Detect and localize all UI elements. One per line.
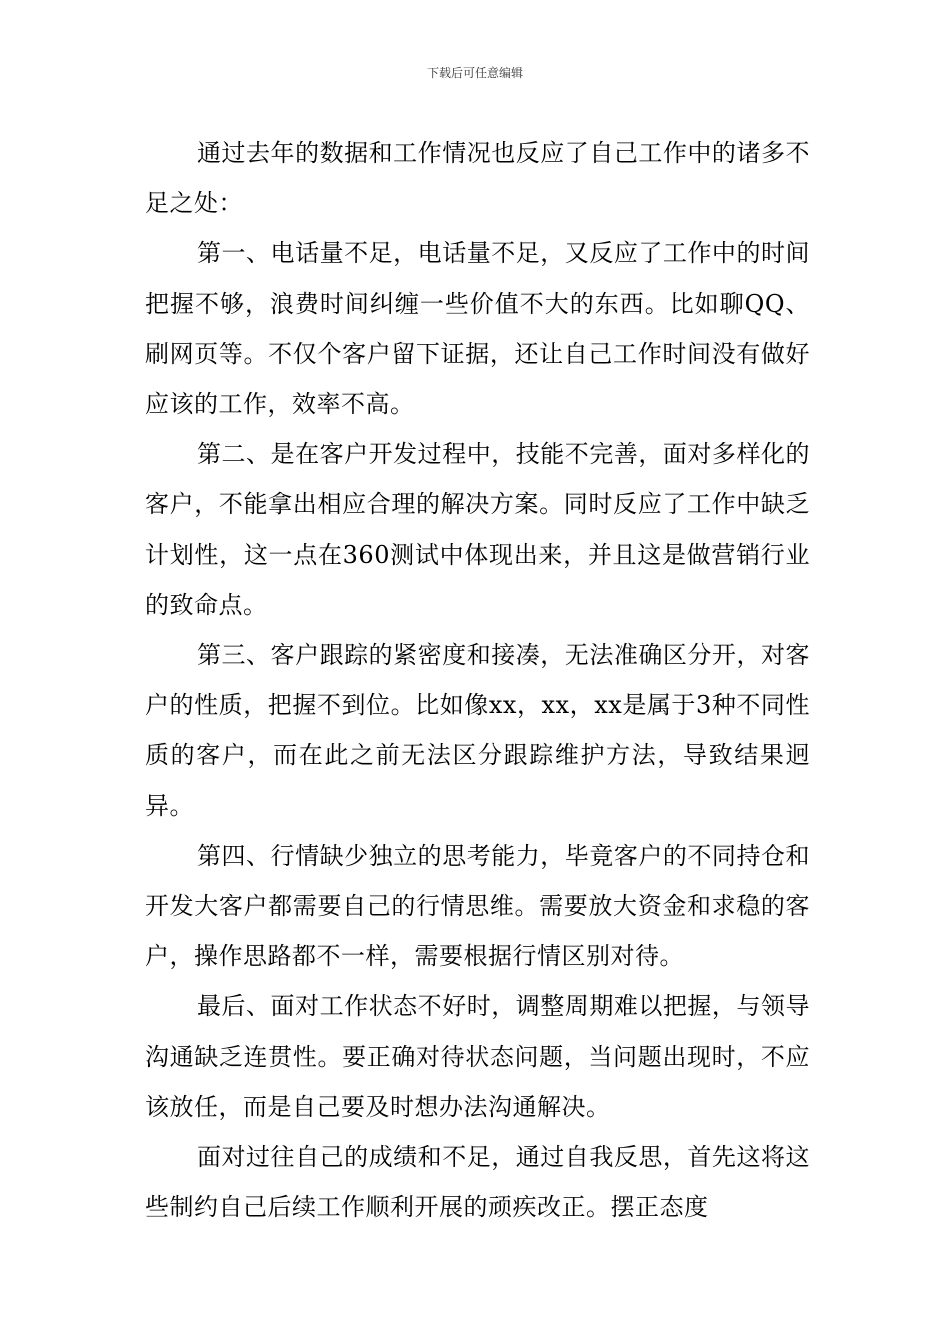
paragraph-third-point: 第三、客户跟踪的紧密度和接凑，无法准确区分开，对客户的性质，把握不到位。比如像xx，xx，xx是属于3种不同性质的客户，而在此之前无法区分跟踪维护方法，导致结果迥异。: [145, 641, 810, 820]
paragraph-last-point: 最后、面对工作状态不好时，调整周期难以把握，与领导沟通缺乏连贯性。要正确对待状态问题，当问题出现时，不应该放任，而是自己要及时想办法沟通解决。: [145, 992, 810, 1121]
page-header-note: 下载后可任意编辑: [426, 66, 523, 80]
paragraph-fourth-point: 第四、行情缺少独立的思考能力，毕竟客户的不同持仓和开发大客户都需要自己的行情思维。需要放大资金和求稳的客户，操作思路都不一样，需要根据行情区别对待。: [145, 841, 810, 971]
paragraph-first-point: 第一、电话量不足，电话量不足，又反应了工作中的时间把握不够，浪费时间纠缠一些价值不大的东西。比如聊QQ、刷网页等。不仅个客户留下证据，还让自己工作时间没有做好应该的工作，效率不高。: [145, 239, 810, 419]
document-body: [145, 128, 810, 1232]
paragraph-intro: 通过去年的数据和工作情况也反应了自己工作中的诸多不足之处：: [145, 139, 810, 218]
paragraph-second-point: 第二、是在客户开发过程中，技能不完善，面对多样化的客户，不能拿出相应合理的解决方案。同时反应了工作中缺乏计划性，这一点在360测试中体现出来，并且这是做营销行业的致命点。: [145, 440, 810, 619]
paragraph-reflection: 面对过往自己的成绩和不足，通过自我反思，首先这将这些制约自己后续工作顺利开展的顽疾改正。摆正态度: [145, 1143, 810, 1222]
